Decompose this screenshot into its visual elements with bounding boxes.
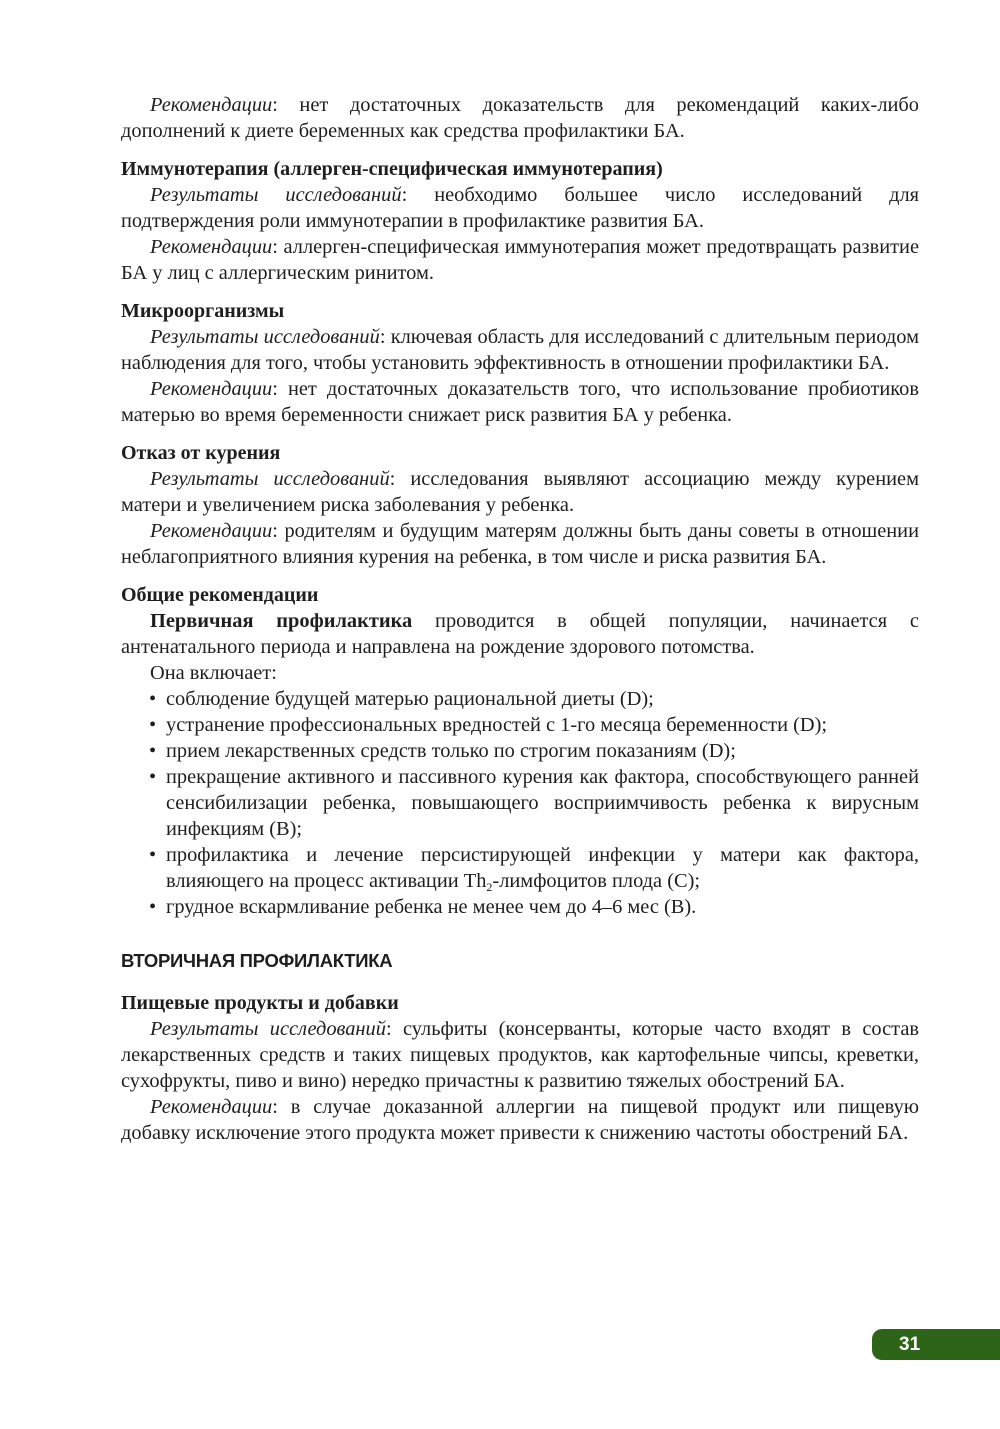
subscript: 2 — [486, 880, 493, 894]
results-label: Результаты исследований — [150, 326, 380, 348]
smoking-recommendation-paragraph — [121, 518, 919, 570]
prevention-measures-list — [121, 686, 919, 920]
results-label: Результаты исследований — [150, 1018, 386, 1040]
results-label: Результаты исследований — [150, 468, 390, 490]
list-item-text: профилактика и лечение персистирующей инфекции у матери как фактора, влияющего на процесс активации Th — [166, 844, 919, 892]
recommendation-text: : в случае доказанной аллергии на пищевой продукт или пищевую добавку исключение этого продукта может привести к снижению частоты обострений БА. — [121, 1096, 919, 1144]
page-number: 31 — [899, 1334, 921, 1355]
smoking-cessation-heading: Отказ от курения — [121, 442, 281, 464]
results-text: : необходимо большее число исследований для подтверждения роли иммунотерапии в профилактике развития БА. — [121, 184, 919, 232]
food-results-paragraph — [121, 1016, 919, 1094]
food-recommendation-paragraph — [121, 1094, 919, 1146]
general-recommendations-heading: Общие рекомендации — [121, 584, 319, 606]
recommendation-label: Рекомендации — [150, 94, 273, 116]
microorganisms-results-paragraph — [121, 324, 919, 376]
primary-prevention-term: Первичная профилактика — [150, 610, 413, 632]
page-number-tab — [872, 1329, 1000, 1360]
results-label: Результаты исследований — [150, 184, 402, 206]
list-item: • устранение профессиональных вредностей с 1-го месяца беременности (D); — [121, 712, 919, 738]
recommendation-label: Рекомендации — [150, 520, 273, 542]
immunotherapy-heading: Иммунотерапия (аллерген-специфическая иммунотерапия) — [121, 158, 663, 180]
results-text: : исследования выявляют ассоциацию между курением матери и увеличением риска заболевания у ребенка. — [121, 468, 920, 516]
list-item — [121, 842, 919, 894]
recommendation-label: Рекомендации — [150, 378, 273, 400]
recommendation-text: : нет достаточных доказательств того, что использование пробиотиков матерью во время беременности снижает риск развития БА у ребенка. — [121, 378, 919, 426]
recommendation-label: Рекомендации — [150, 236, 273, 258]
list-item: • прием лекарственных средств только по строгим показаниям (D); — [121, 738, 919, 764]
page-content — [121, 92, 919, 1146]
results-text: : ключевая область для исследований с длительным периодом наблюдения для того, чтобы установить эффективность в отношении профилактики БА. — [121, 326, 920, 374]
recommendation-text: : нет достаточных доказательств для рекомендаций каких-либо дополнений к диете беременных как средства профилактики БА. — [121, 94, 919, 142]
includes-line: Она включает: — [150, 662, 277, 684]
diet-recommendation-paragraph — [121, 92, 919, 144]
recommendation-text: : родителям и будущим матерям должны быть даны советы в отношении неблагоприятного влияния курения на ребенка, в том числе и риска развития БА. — [121, 520, 919, 568]
primary-prevention-text: проводится в общей популяции, начинается с антенатального периода и направлена на рождение здорового потомства. — [121, 610, 919, 658]
list-item: • прекращение активного и пассивного курения как фактора, способствующего ранней сенсибилизации ребенка, повышающего восприимчивость ребенка к вирусным инфекциям (B); — [121, 764, 919, 842]
recommendation-text: : аллерген-специфическая иммунотерапия может предотвращать развитие БА у лиц с аллергическим ринитом. — [121, 236, 919, 284]
list-item-text-end: -лимфоцитов плода (C); — [492, 870, 701, 892]
immunotherapy-results-paragraph — [121, 182, 919, 234]
microorganisms-recommendation-paragraph — [121, 376, 919, 428]
list-item: • грудное вскармливание ребенка не менее чем до 4–6 мес (B). — [121, 894, 919, 920]
microorganisms-heading: Микроорганизмы — [121, 300, 285, 322]
results-text: : сульфиты (консерванты, которые часто входят в состав лекарственных средств и таких пищевых продуктов, как картофельные чипсы, креветки, сухофрукты, пиво и вино) нередко причастны к развитию тяжелых обострений БА. — [121, 1018, 920, 1092]
list-item: • соблюдение будущей матерью рациональной диеты (D); — [121, 686, 919, 712]
secondary-prevention-heading: ВТОРИЧНАЯ ПРОФИЛАКТИКА — [121, 950, 393, 971]
primary-prevention-paragraph — [121, 608, 919, 660]
recommendation-label: Рекомендации — [150, 1096, 273, 1118]
smoking-results-paragraph — [121, 466, 919, 518]
immunotherapy-recommendation-paragraph — [121, 234, 919, 286]
food-additives-heading: Пищевые продукты и добавки — [121, 992, 399, 1014]
